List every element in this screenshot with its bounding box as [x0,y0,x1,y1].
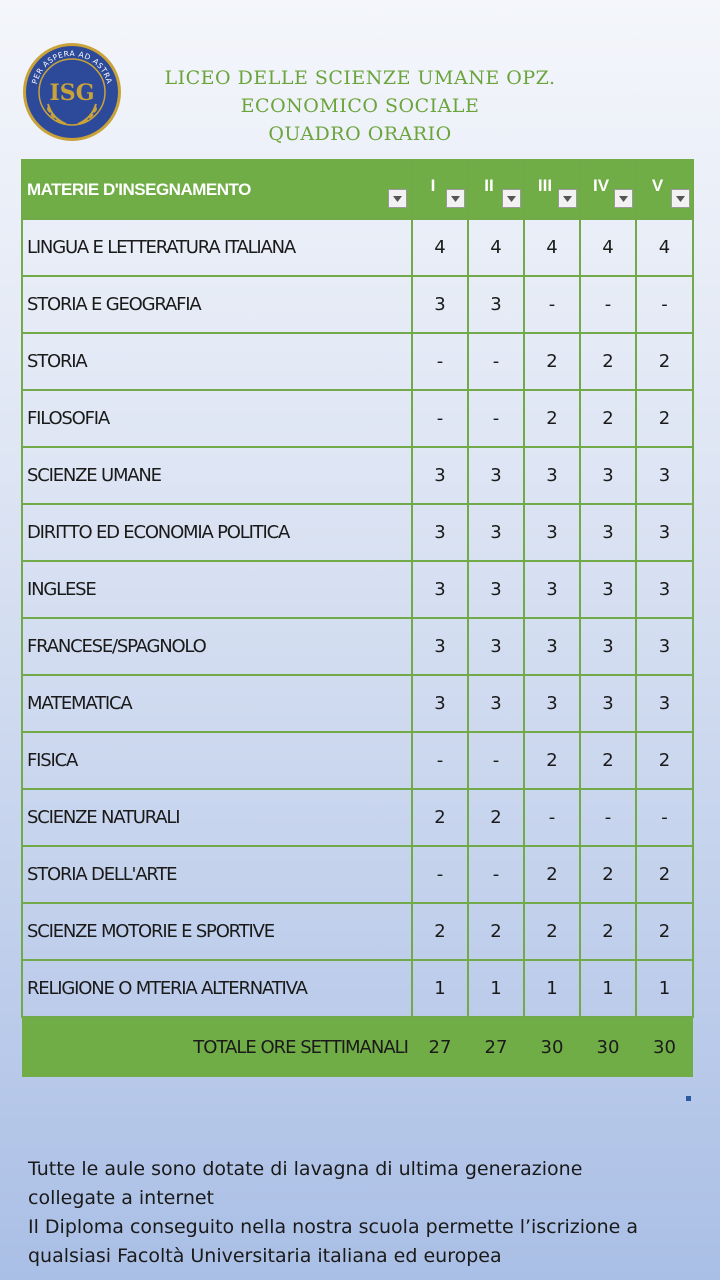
page-title [130,64,590,148]
hours-cell: 2 [636,903,693,960]
subject-cell: FISICA [22,732,412,789]
hours-cell: 1 [580,960,636,1017]
hours-cell: - [468,732,524,789]
hours-cell: 2 [636,732,693,789]
hours-cell: 4 [412,219,468,276]
hours-cell: 2 [524,333,580,390]
hours-cell: 3 [412,276,468,333]
hours-cell: 3 [636,561,693,618]
filter-dropdown-year-1[interactable] [446,189,465,208]
table-row [22,732,693,789]
hours-cell: 1 [412,960,468,1017]
subject-cell: STORIA E GEOGRAFIA [22,276,412,333]
year-column-header: IV [580,160,636,219]
hours-cell: - [412,390,468,447]
hours-cell: - [580,276,636,333]
filter-dropdown-subject[interactable] [388,189,407,208]
hours-cell: 2 [580,390,636,447]
total-cell: 27 [412,1017,468,1077]
title-line-3: QUADRO ORARIO [268,123,452,145]
hours-cell: 4 [636,219,693,276]
hours-cell: - [412,732,468,789]
filter-dropdown-year-5[interactable] [671,189,690,208]
table-row [22,846,693,903]
hours-cell: - [412,333,468,390]
hours-cell: 3 [468,618,524,675]
table-row [22,504,693,561]
total-cell: 30 [580,1017,636,1077]
hours-cell: 3 [580,504,636,561]
chevron-down-icon [676,196,685,202]
hours-cell: - [524,789,580,846]
subject-cell: LINGUA E LETTERATURA ITALIANA [22,219,412,276]
total-label: TOTALE ORE SETTIMANALI [22,1017,412,1077]
timetable [21,159,694,1077]
table-row [22,618,693,675]
year-column-header: III [524,160,580,219]
hours-cell: 3 [636,618,693,675]
table-row [22,333,693,390]
table-row [22,561,693,618]
hours-cell: 2 [412,903,468,960]
hours-cell: 3 [636,504,693,561]
hours-cell: 4 [580,219,636,276]
table-row [22,219,693,276]
hours-cell: 3 [580,561,636,618]
hours-cell: 4 [468,219,524,276]
total-row [22,1017,693,1077]
filter-dropdown-year-2[interactable] [502,189,521,208]
total-cell: 30 [636,1017,693,1077]
subject-cell: STORIA DELL'ARTE [22,846,412,903]
hours-cell: 3 [580,675,636,732]
hours-cell: 3 [524,504,580,561]
subject-cell: FRANCESE/SPAGNOLO [22,618,412,675]
hours-cell: 4 [524,219,580,276]
table-row [22,789,693,846]
year-column-header: V [636,160,693,219]
hours-cell: 3 [636,675,693,732]
hours-cell: - [636,276,693,333]
hours-cell: 3 [524,561,580,618]
subject-column-header: MATERIE D'INSEGNAMENTO [22,160,412,219]
hours-cell: 1 [468,960,524,1017]
hours-cell: - [468,390,524,447]
total-cell: 27 [468,1017,524,1077]
hours-cell: 3 [524,618,580,675]
footer-line-2: collegate a internet [28,1187,215,1209]
hours-cell: 3 [636,447,693,504]
hours-cell: 3 [524,447,580,504]
hours-cell: 3 [468,504,524,561]
hours-cell: 3 [524,675,580,732]
table-row [22,447,693,504]
subject-cell: SCIENZE NATURALI [22,789,412,846]
hours-cell: 3 [580,618,636,675]
hours-cell: 3 [468,276,524,333]
table-header-row [22,160,693,219]
hours-cell: 2 [636,333,693,390]
hours-cell: 3 [468,561,524,618]
hours-cell: 2 [580,846,636,903]
chevron-down-icon [619,196,628,202]
hours-cell: 2 [412,789,468,846]
hours-cell: - [636,789,693,846]
hours-cell: 3 [468,447,524,504]
footer-line-3: Il Diploma conseguito nella nostra scuola permette l’iscrizione a [28,1216,639,1238]
subject-cell: INGLESE [22,561,412,618]
table-row [22,675,693,732]
hours-cell: 3 [468,675,524,732]
year-column-header: I [412,160,468,219]
year-column-header: II [468,160,524,219]
subject-cell: STORIA [22,333,412,390]
title-line-1: LICEO DELLE SCIENZE UMANE OPZ. [164,67,556,89]
table-row [22,390,693,447]
hours-cell: 3 [412,675,468,732]
hours-cell: - [580,789,636,846]
title-line-2: ECONOMICO SOCIALE [240,95,480,117]
table-row [22,960,693,1017]
hours-cell: 2 [524,846,580,903]
filter-dropdown-year-3[interactable] [558,189,577,208]
hours-cell: 1 [636,960,693,1017]
hours-cell: 2 [524,732,580,789]
hours-cell: - [412,846,468,903]
hours-cell: - [468,333,524,390]
chevron-down-icon [393,196,402,202]
hours-cell: 2 [468,903,524,960]
chevron-down-icon [563,196,572,202]
hours-cell: 2 [524,903,580,960]
table-resize-handle[interactable] [686,1096,691,1101]
hours-cell: 2 [580,732,636,789]
hours-cell: - [468,846,524,903]
school-logo [22,42,122,142]
filter-dropdown-year-4[interactable] [614,189,633,208]
logo-motto: PER ASPERA AD ASTRA [29,48,115,86]
subject-cell: RELIGIONE O MTERIA ALTERNATIVA [22,960,412,1017]
chevron-down-icon [507,196,516,202]
hours-cell: 3 [412,561,468,618]
hours-cell: 2 [636,846,693,903]
footer-line-4: qualsiasi Facoltà Universitaria italiana ed europea [28,1245,502,1267]
subject-cell: SCIENZE UMANE [22,447,412,504]
hours-cell: 3 [580,447,636,504]
footer-note [28,1155,708,1271]
hours-cell: - [524,276,580,333]
hours-cell: 3 [412,618,468,675]
hours-cell: 2 [636,390,693,447]
subject-cell: SCIENZE MOTORIE E SPORTIVE [22,903,412,960]
hours-cell: 3 [412,504,468,561]
hours-cell: 2 [580,333,636,390]
chevron-down-icon [451,196,460,202]
table-row [22,276,693,333]
hours-cell: 2 [524,390,580,447]
logo-initials: ISG [49,80,95,106]
hours-cell: 3 [412,447,468,504]
subject-cell: MATEMATICA [22,675,412,732]
hours-cell: 1 [524,960,580,1017]
hours-cell: 2 [580,903,636,960]
hours-cell: 2 [468,789,524,846]
subject-cell: DIRITTO ED ECONOMIA POLITICA [22,504,412,561]
total-cell: 30 [524,1017,580,1077]
table-row [22,903,693,960]
subject-cell: FILOSOFIA [22,390,412,447]
footer-line-1: Tutte le aule sono dotate di lavagna di ultima generazione [28,1158,583,1180]
